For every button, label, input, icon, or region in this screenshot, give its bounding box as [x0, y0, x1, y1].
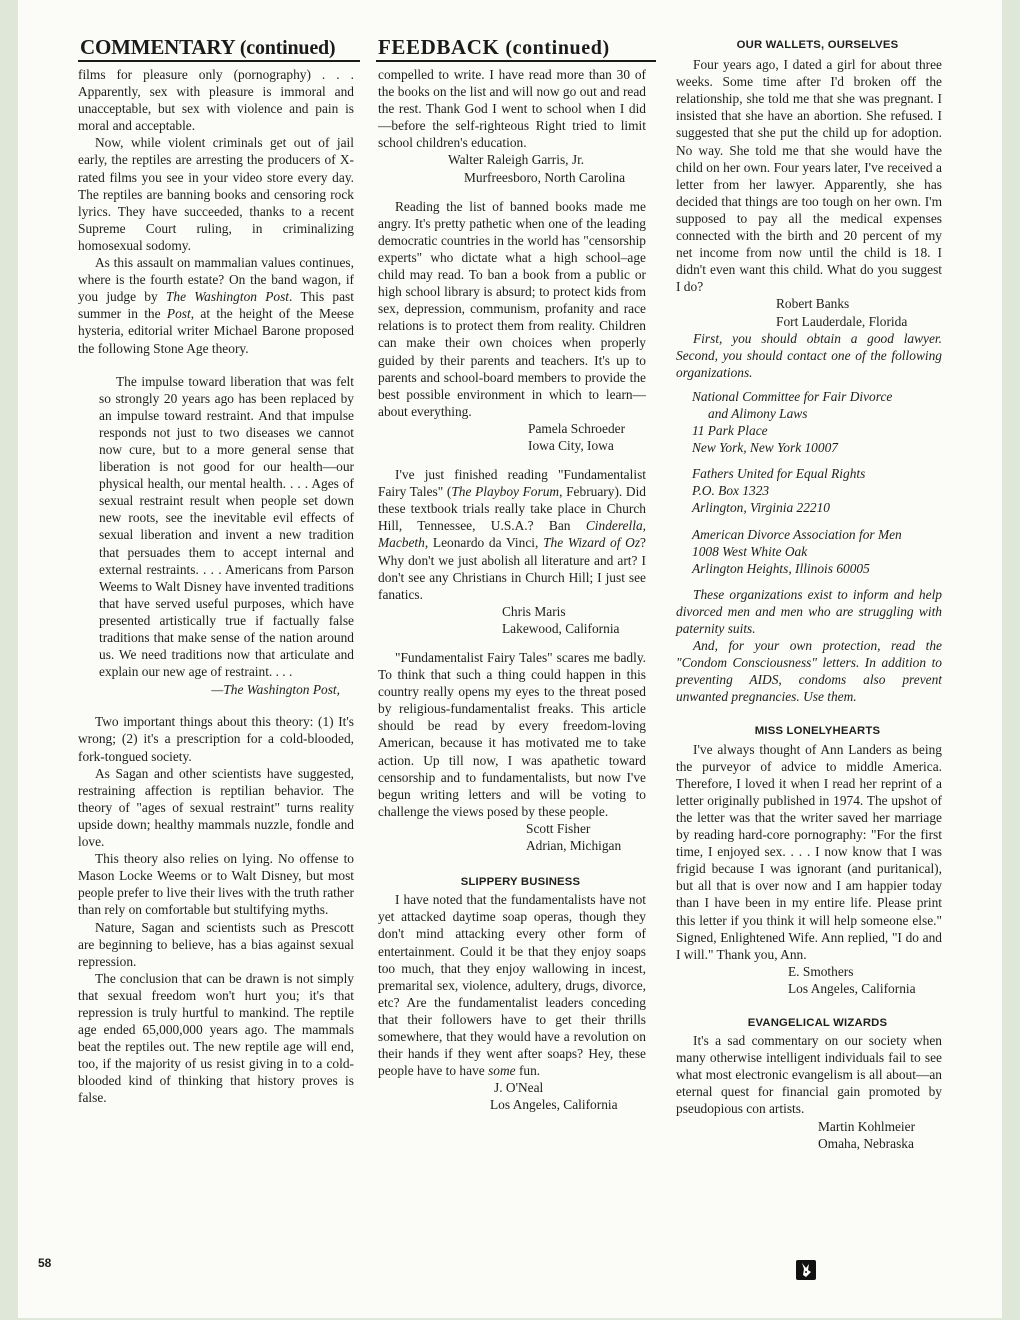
letter-location: Murfreesboro, North Carolina — [464, 169, 626, 185]
letter-signer: Scott Fisher — [526, 820, 591, 836]
letter-text: "Fundamentalist Fairy Tales" scares me badly. To think that such a thing could happen in this country really opens my eyes to the threat posed by religious-fundamentalist freaks. This article should be read by every freedom-loving American, because it has motivated me to take action. Up till now, I was apathetic toward censorship and to fundamentalists, but now I've begun writing letters and will be voting to challenge the views posed by these people. — [378, 650, 646, 819]
letter-text: Four years ago, I dated a girl for about three weeks. Some time after I'd broken off the relationship, she told me that she was pregnant. I insisted that she have an abortion. She refused. I suggested that she put the child up for adoption. No way. She told me that she would have the child on her own. Four years later, I've received a letter from her lawyer. Apparently, she has decided that things are too tough on her own. I'm supposed to pay all the medical expenses connected with the birth and 20 percent of my net income from now until the child is 18. I didn't even want this child. What do you suggest I do? — [676, 57, 942, 295]
section-heading: SLIPPERY BUSINESS — [460, 876, 581, 889]
letter-signer: Chris Maris — [502, 603, 566, 619]
organization-entry: Fathers United for Equal Rights P.O. Box 1323 Arlington, Virginia 22210 — [692, 466, 866, 516]
editor-reply: These organizations exist to inform and help divorced men and men who are struggling with paternity suits. — [676, 586, 942, 636]
commentary-header — [80, 35, 335, 60]
feedback-title: FEEDBACK — [378, 35, 500, 59]
letter-text: It's a sad commentary on our society when many otherwise intelligent individuals fail to see what most electronic evangelism is all about—an eternal quest for financial gain promoted by pseudopious con artists. — [676, 1033, 942, 1117]
letter-text: compelled to write. I have read more than 30 of the books on the list and will now go out and read the rest. Thank God I went to school when I did—before the self-righteous Right tried to limit school children's education. — [378, 67, 646, 151]
letter-text: I've always thought of Ann Landers as being the purveyor of advice to middle America. Therefore, I loved it when I read her reprint of a letter originally published in 1974. The upshot of the letter was that the writer saved her marriage by reading hard-core pornography: "For the first time, I enjoyed sex. . . . I now know that I was frigid because I was ignorant (and puritanical), but all that is over now and I am happier today than I have been in my entire life. Please print this letter if you think it will help someone else." Signed, Enlightened Wife. Ann replied, "I do and I will." Thank you, Ann. — [676, 741, 942, 962]
letter-signer: Pamela Schroeder — [528, 420, 626, 436]
commentary-paragraph: Now, while violent criminals get out of jail early, the reptiles are arresting the producers of X-rated films you see in your video store every day. The reptiles are banning books and censoring rock lyrics. They have succeeded, thanks to a recent Supreme Court ruling, in criminalizing homosexual sodomy. — [78, 135, 354, 253]
letter-signer: Walter Raleigh Garris, Jr. — [448, 152, 585, 168]
letter-signer: J. O'Neal — [494, 1080, 544, 1096]
letter-text: I have noted that the fundamentalists have not yet attacked daytime soap operas, though they don't mind attacking every other form of entertainment. Could it be that they enjoy soaps too much, that they enjoy wallowing in incest, premarital sex, violence, adultery, drugs, divorce, etc? Are the fundamentalist leaders conceding that their followers have to get their thrills somewhere, that they would have a revolution on their hands if they went after soaps? Hey, these people have to have some fun. — [378, 892, 646, 1079]
block-quote — [78, 373, 354, 699]
section-heading: EVANGELICAL WIZARDS — [747, 1016, 888, 1029]
section-heading: OUR WALLETS, OURSELVES — [736, 39, 899, 51]
letter-signer: Martin Kohlmeier — [818, 1118, 916, 1134]
letter-location: Los Angeles, California — [490, 1097, 618, 1113]
commentary-title: COMMENTARY — [80, 35, 235, 59]
letter-location: Fort Lauderdale, Florida — [776, 313, 908, 329]
letter-location: Iowa City, Iowa — [528, 437, 614, 453]
commentary-continued: (continued) — [239, 37, 336, 59]
rabbit-head-icon — [796, 1260, 816, 1280]
commentary-paragraph: Two important things about this theory: (1) It's wrong; (2) it's a prescription for a cold-blooded, fork-tongued society. — [78, 714, 354, 764]
letter-location: Omaha, Nebraska — [818, 1135, 914, 1151]
commentary-paragraph: This theory also relies on lying. No offense to Mason Locke Weems or to Walt Disney, but most people prefer to live their lives with the truth rather than rely on comfortable but stultifying myths. — [78, 851, 354, 918]
editor-reply: First, you should obtain a good lawyer. Second, you should contact one of the following organizations. — [676, 330, 942, 380]
commentary-column — [78, 66, 354, 1107]
letter-location: Lakewood, California — [502, 620, 620, 636]
commentary-paragraph: Nature, Sagan and scientists such as Prescott are beginning to believe, has a bias against sexual repression. — [78, 919, 354, 969]
section-heading: MISS LONELYHEARTS — [754, 725, 881, 738]
commentary-paragraph: The conclusion that can be drawn is not simply that sexual freedom won't hurt you; it's that repression is truly hurtful to mankind. The reptile age ended 65,000,000 years ago. The mammals beat the reptiles out. The new reptile age will end, too, if the majority of us resist giving in to a cold-blooded kind of thinking that history proves is false. — [78, 970, 354, 1106]
commentary-paragraph: films for pleasure only (pornography) . . . Apparently, sex with pleasure is immoral and unacceptable, but sex with violence and pain is moral and acceptable. — [78, 67, 354, 134]
editor-reply: And, for your own protection, read the "Condom Consciousness" letters. In addition to preventing AIDS, condoms also prevent unwanted pregnancies. Use them. — [676, 638, 942, 705]
feedback-column — [378, 66, 646, 1113]
organization-list — [676, 388, 942, 577]
commentary-paragraph: As Sagan and other scientists have suggested, restraining affection is reptilian behavior. The theory of "ages of sexual restraint" turns reality upside down; healthy mammals nuzzle, fondle and love. — [78, 765, 354, 850]
letter-location: Los Angeles, California — [788, 980, 916, 996]
letter-signer: Robert Banks — [776, 296, 850, 312]
organization-entry: American Divorce Association for Men 1008 West White Oak Arlington Heights, Illinois 60005 — [692, 526, 902, 576]
letter-signer: E. Smothers — [788, 963, 854, 979]
commentary-rule — [78, 60, 360, 62]
feedback-continued: (continued) — [505, 37, 610, 59]
organization-entry: National Committee for Fair Divorce and Alimony Laws 11 Park Place New York, New York 10007 — [692, 388, 893, 456]
quote-text: The impulse toward liberation that was felt so strongly 20 years ago has been replaced by an impulse toward restraint. And that impulse responds not just to two diseases we cannot now cure, but to a more general sense that liberation is not good for our health—our physical health, our mental health. . . . Ages of sexual restraint result when people set down new roots, see the inevitable evil effects of sexual liberation and invent a new tradition that persuades them to accept internal and external restraints. . . . Americans from Parson Weems to Walt Disney have invented traditions that have served useful purposes, which have presented artistically true if factually false traditions that make sense of the nation around us. We need traditions now that articulate and explain our new age of restraint. . . . — [99, 373, 354, 680]
letter-text: I've just finished reading "Fundamentalist Fairy Tales" (The Playboy Forum, February). Did these textbook trials really take place in Church Hill, Tennessee, U.S.A.? Ban Cinderella, Macbeth, Leonardo da Vinci, The Wizard of Oz? Why don't we just abolish all literature and art? I don't see any Christians in Church Hill; I just see fanatics. — [378, 467, 646, 602]
feedback-rule — [376, 60, 656, 62]
page-number: 58 — [38, 1256, 52, 1270]
letter-text: Reading the list of banned books made me angry. It's pretty pathetic when one of the leading democratic countries in the world has "censorship experts" who dictate what a high school–age child may read. To ban a book from a public or high school library is absurd; to protect kids from sex, depression, communism, profanity and race relations is to protect them from reality. Children can make their own choices when properly guided by their parents and teachers. It's up to parents and school-board members to provide the best possible environment in which to learn—about everything. — [378, 198, 646, 419]
quote-attribution: —The Washington Post, — [211, 682, 340, 698]
commentary-paragraph: As this assault on mammalian values continues, where is the fourth estate? On the band wagon, if you judge by The Washington Post. This past summer in the Post, at the height of the Meese hysteria, editorial writer Michael Barone proposed the following Stone Age theory. — [78, 255, 354, 356]
letter-location: Adrian, Michigan — [526, 838, 622, 854]
feedback-header — [378, 35, 610, 60]
feedback-column-right — [676, 37, 942, 1152]
